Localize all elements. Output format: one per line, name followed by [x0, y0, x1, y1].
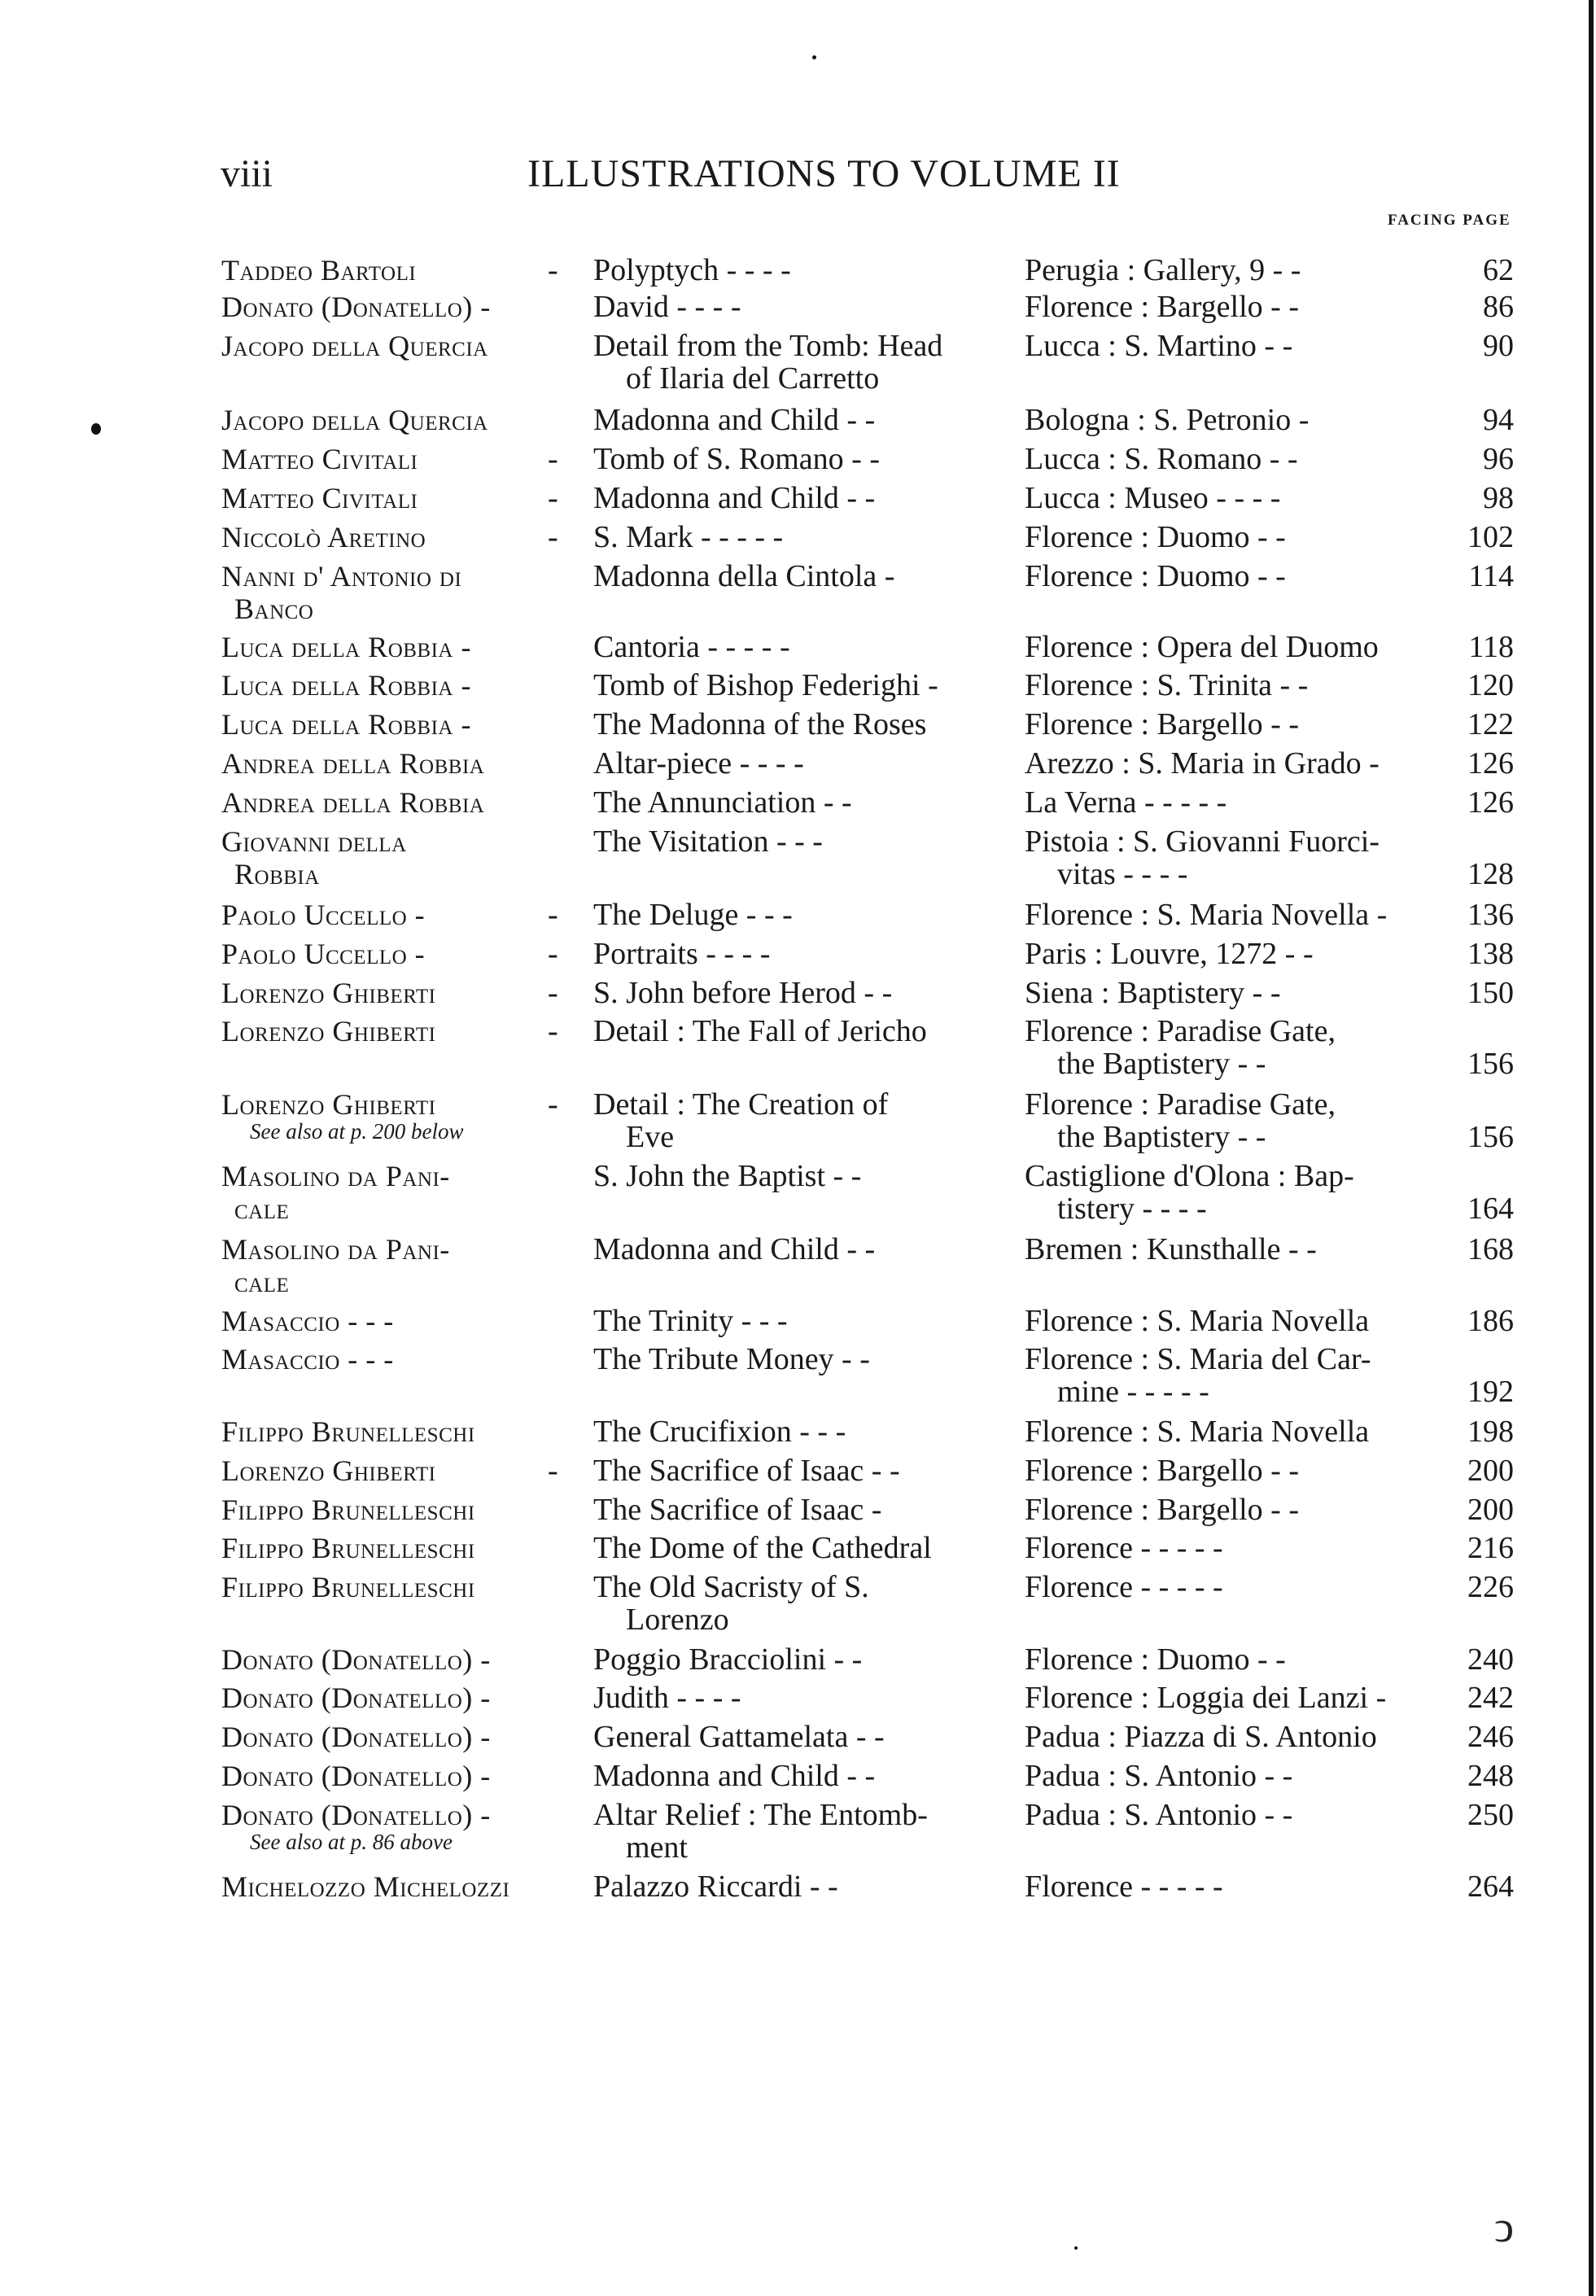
- entry-artist: Jacopo della Quercia: [221, 330, 488, 362]
- entry-location: Lucca : S. Martino - -: [1025, 329, 1293, 363]
- entry-title: Tomb of S. Romano - -: [593, 442, 880, 476]
- entry-page: 240: [1467, 1642, 1514, 1677]
- entry-location: Florence : S. Maria Novella: [1025, 1415, 1370, 1449]
- entry-location: vitas - - - -: [1057, 857, 1188, 891]
- entry-location: Padua : Piazza di S. Antonio: [1025, 1720, 1377, 1754]
- entry-title: ment: [626, 1830, 688, 1865]
- entry-title: David - - - -: [593, 290, 741, 324]
- entry-location: Florence : Duomo - -: [1025, 559, 1286, 593]
- speck: [812, 55, 816, 59]
- entry-location: Florence : Paradise Gate,: [1025, 1014, 1336, 1048]
- entry-artist: Filippo Brunelleschi: [221, 1532, 475, 1564]
- entry-location: Arezzo : S. Maria in Grado -: [1025, 746, 1380, 781]
- entry-page: 98: [1483, 481, 1514, 515]
- entry-title: Madonna and Child - -: [593, 403, 876, 437]
- entry-page: 126: [1467, 785, 1514, 820]
- entry-artist: Filippo Brunelleschi: [221, 1415, 475, 1448]
- entry-title: S. Mark - - - - -: [593, 520, 784, 554]
- entry-title: Palazzo Riccardi - -: [593, 1870, 838, 1904]
- entry-title: Cantoria - - - - -: [593, 630, 790, 664]
- entry-page: 200: [1467, 1493, 1514, 1527]
- entry-location: Florence : S. Maria Novella: [1025, 1304, 1370, 1338]
- entry-title: Detail from the Tomb: Head: [593, 329, 943, 363]
- entry-artist: Donato (Donatello) -: [221, 291, 491, 323]
- entry-page: 198: [1467, 1415, 1514, 1449]
- entry-location: Siena : Baptistery - -: [1025, 976, 1281, 1010]
- entry-page: 128: [1467, 857, 1514, 891]
- entry-location: Florence : Bargello - -: [1025, 707, 1299, 741]
- entry-title: of Ilaria del Carretto: [626, 361, 880, 396]
- entry-title: Tomb of Bishop Federighi -: [593, 668, 938, 702]
- entry-artist: Luca della Robbia -: [221, 708, 471, 741]
- entry-artist: Donato (Donatello) -: [221, 1760, 491, 1792]
- entry-title: Lorenzo: [626, 1603, 729, 1637]
- entry-page: 114: [1468, 559, 1514, 593]
- entry-artist-continued: cale: [234, 1192, 290, 1225]
- entry-page: 164: [1467, 1192, 1514, 1226]
- entry-page: 246: [1467, 1720, 1514, 1754]
- entry-location: Florence : Paradise Gate,: [1025, 1087, 1336, 1122]
- entry-artist: Lorenzo Ghiberti: [221, 977, 436, 1009]
- entry-title: Madonna della Cintola -: [593, 559, 895, 593]
- entry-location: Lucca : S. Romano - -: [1025, 442, 1298, 476]
- entry-page: 248: [1467, 1759, 1514, 1793]
- page-number: viii: [221, 152, 273, 195]
- entry-artist: Andrea della Robbia: [221, 786, 485, 819]
- entry-page: 216: [1467, 1531, 1514, 1565]
- entry-artist: Masaccio - - -: [221, 1305, 394, 1337]
- entry-page: 118: [1468, 630, 1514, 664]
- entry-location: Florence : Duomo - -: [1025, 520, 1286, 554]
- entry-page: 264: [1467, 1870, 1514, 1904]
- entry-artist-continued: cale: [234, 1266, 290, 1298]
- entry-title: The Trinity - - -: [593, 1304, 788, 1338]
- entry-artist: Lorenzo Ghiberti: [221, 1015, 436, 1047]
- speck: [91, 423, 101, 435]
- entry-artist: Giovanni della: [221, 825, 407, 858]
- entry-artist-continued: Banco: [234, 593, 314, 625]
- entry-page: 126: [1467, 746, 1514, 781]
- entry-location: Pistoia : S. Giovanni Fuorci-: [1025, 824, 1380, 859]
- entry-artist-dash: -: [548, 442, 558, 476]
- entry-location: Perugia : Gallery, 9 - -: [1025, 253, 1301, 287]
- entry-title: Madonna and Child - -: [593, 1232, 876, 1266]
- entry-location: La Verna - - - - -: [1025, 785, 1227, 820]
- entry-location: Florence : S. Maria del Car-: [1025, 1342, 1371, 1376]
- entry-location: Padua : S. Antonio - -: [1025, 1759, 1293, 1793]
- facing-page-label: FACING PAGE: [1388, 212, 1511, 229]
- entry-artist: Filippo Brunelleschi: [221, 1493, 475, 1526]
- entry-page: 138: [1467, 937, 1514, 971]
- entry-title: The Sacrifice of Isaac -: [593, 1493, 882, 1527]
- entry-artist: Masolino da Pani-: [221, 1160, 450, 1192]
- entry-artist-dash: -: [548, 253, 558, 287]
- entry-title: The Visitation - - -: [593, 824, 823, 859]
- page-title: ILLUSTRATIONS TO VOLUME II: [527, 152, 1121, 195]
- entry-page: 226: [1467, 1570, 1514, 1604]
- entry-location: Florence : Duomo - -: [1025, 1642, 1286, 1677]
- entry-location: Florence - - - - -: [1025, 1870, 1223, 1904]
- entry-location: tistery - - - -: [1057, 1192, 1207, 1226]
- entry-location: Florence : S. Maria Novella -: [1025, 898, 1388, 932]
- entry-page: 86: [1483, 290, 1514, 324]
- entry-artist: Donato (Donatello) -: [221, 1682, 491, 1714]
- entry-page: 120: [1467, 668, 1514, 702]
- entry-title: Altar Relief : The Entomb-: [593, 1798, 928, 1832]
- entry-artist: Lorenzo Ghiberti: [221, 1088, 436, 1121]
- entry-artist: Nanni d' Antonio di: [221, 560, 462, 593]
- entry-title: Eve: [626, 1120, 675, 1154]
- entry-location: Florence : Loggia dei Lanzi -: [1025, 1681, 1387, 1715]
- entry-artist: Donato (Donatello) -: [221, 1799, 491, 1831]
- entry-artist: Matteo Civitali: [221, 443, 418, 475]
- entry-note: See also at p. 86 above: [250, 1830, 453, 1854]
- entry-location: Florence : Bargello - -: [1025, 1454, 1299, 1488]
- entry-location: Padua : S. Antonio - -: [1025, 1798, 1293, 1832]
- entry-artist-dash: -: [548, 976, 558, 1010]
- entry-location: Florence : Bargello - -: [1025, 290, 1299, 324]
- entry-artist: Masaccio - - -: [221, 1343, 394, 1375]
- entry-page: 96: [1483, 442, 1514, 476]
- entry-artist: Michelozzo Michelozzi: [221, 1870, 510, 1903]
- entry-title: Judith - - - -: [593, 1681, 741, 1715]
- entry-title: Poggio Bracciolini - -: [593, 1642, 863, 1677]
- entry-location: Paris : Louvre, 1272 - -: [1025, 937, 1314, 971]
- entry-artist-dash: -: [548, 520, 558, 554]
- entry-artist-continued: Robbia: [234, 858, 320, 890]
- entry-location: Florence - - - - -: [1025, 1570, 1223, 1604]
- entry-location: Florence - - - - -: [1025, 1531, 1223, 1565]
- entry-title: Polyptych - - - -: [593, 253, 791, 287]
- entry-title: General Gattamelata - -: [593, 1720, 885, 1754]
- entry-title: The Madonna of the Roses: [593, 707, 927, 741]
- entry-page: 156: [1467, 1120, 1514, 1154]
- entry-title: Portraits - - - -: [593, 937, 771, 971]
- entry-artist: Filippo Brunelleschi: [221, 1571, 475, 1603]
- entry-title: The Annunciation - -: [593, 785, 852, 820]
- entry-page: 102: [1467, 520, 1514, 554]
- entry-title: The Crucifixion - - -: [593, 1415, 846, 1449]
- entry-page: 90: [1483, 329, 1514, 363]
- entry-page: 122: [1467, 707, 1514, 741]
- entry-location: mine - - - - -: [1057, 1375, 1209, 1409]
- entry-title: The Old Sacristy of S.: [593, 1570, 869, 1604]
- entry-title: Altar-piece - - - -: [593, 746, 804, 781]
- entry-location: Florence : S. Trinita - -: [1025, 668, 1309, 702]
- entry-artist: Donato (Donatello) -: [221, 1643, 491, 1676]
- entry-location: Florence : Bargello - -: [1025, 1493, 1299, 1527]
- entry-page: 200: [1467, 1454, 1514, 1488]
- entry-artist: Paolo Uccello -: [221, 899, 426, 931]
- entry-page: 242: [1467, 1681, 1514, 1715]
- entry-artist: Luca della Robbia -: [221, 669, 471, 702]
- entry-title: Madonna and Child - -: [593, 1759, 876, 1793]
- entry-artist: Masolino da Pani-: [221, 1233, 450, 1266]
- entry-artist: Jacopo della Quercia: [221, 404, 488, 436]
- entry-page: 168: [1467, 1232, 1514, 1266]
- entry-title: S. John the Baptist - -: [593, 1159, 862, 1193]
- entry-page: 250: [1467, 1798, 1514, 1832]
- entry-title: The Sacrifice of Isaac - -: [593, 1454, 900, 1488]
- entry-title: Detail : The Creation of: [593, 1087, 889, 1122]
- scan-edge: [1589, 0, 1594, 2296]
- margin-mark: ↄ: [1494, 2202, 1514, 2251]
- entry-artist-dash: -: [548, 1014, 558, 1048]
- entry-location: Castiglione d'Olona : Bap-: [1025, 1159, 1354, 1193]
- entry-location: Florence : Opera del Duomo: [1025, 630, 1379, 664]
- entry-artist: Luca della Robbia -: [221, 631, 471, 663]
- entry-page: 62: [1483, 253, 1514, 287]
- entry-page: 192: [1467, 1375, 1514, 1409]
- entry-title: S. John before Herod - -: [593, 976, 893, 1010]
- entry-location: Bologna : S. Petronio -: [1025, 403, 1310, 437]
- entry-page: 150: [1467, 976, 1514, 1010]
- entry-artist-dash: -: [548, 937, 558, 971]
- entry-page: 156: [1467, 1047, 1514, 1081]
- speck: [1074, 2246, 1078, 2250]
- entry-artist: Paolo Uccello -: [221, 938, 426, 970]
- entry-artist: Andrea della Robbia: [221, 747, 485, 780]
- entry-title: The Tribute Money - -: [593, 1342, 870, 1376]
- entry-artist-dash: -: [548, 1454, 558, 1488]
- entry-title: Detail : The Fall of Jericho: [593, 1014, 927, 1048]
- entry-note: See also at p. 200 below: [250, 1119, 464, 1144]
- entry-artist-dash: -: [548, 898, 558, 932]
- entry-artist: Donato (Donatello) -: [221, 1721, 491, 1753]
- entry-location: the Baptistery - -: [1057, 1047, 1266, 1081]
- entry-page: 186: [1467, 1304, 1514, 1338]
- entry-artist: Niccolò Aretino: [221, 521, 426, 553]
- entry-location: Lucca : Museo - - - -: [1025, 481, 1281, 515]
- entry-title: Madonna and Child - -: [593, 481, 876, 515]
- entry-title: The Deluge - - -: [593, 898, 793, 932]
- entry-artist-dash: -: [548, 481, 558, 515]
- entry-page: 94: [1483, 403, 1514, 437]
- entry-artist: Matteo Civitali: [221, 482, 418, 514]
- entry-page: 136: [1467, 898, 1514, 932]
- entry-location: the Baptistery - -: [1057, 1120, 1266, 1154]
- entry-artist: Lorenzo Ghiberti: [221, 1454, 436, 1487]
- entry-location: Bremen : Kunsthalle - -: [1025, 1232, 1317, 1266]
- entry-artist-dash: -: [548, 1087, 558, 1122]
- entry-artist: Taddeo Bartoli: [221, 254, 417, 286]
- entry-title: The Dome of the Cathedral: [593, 1531, 932, 1565]
